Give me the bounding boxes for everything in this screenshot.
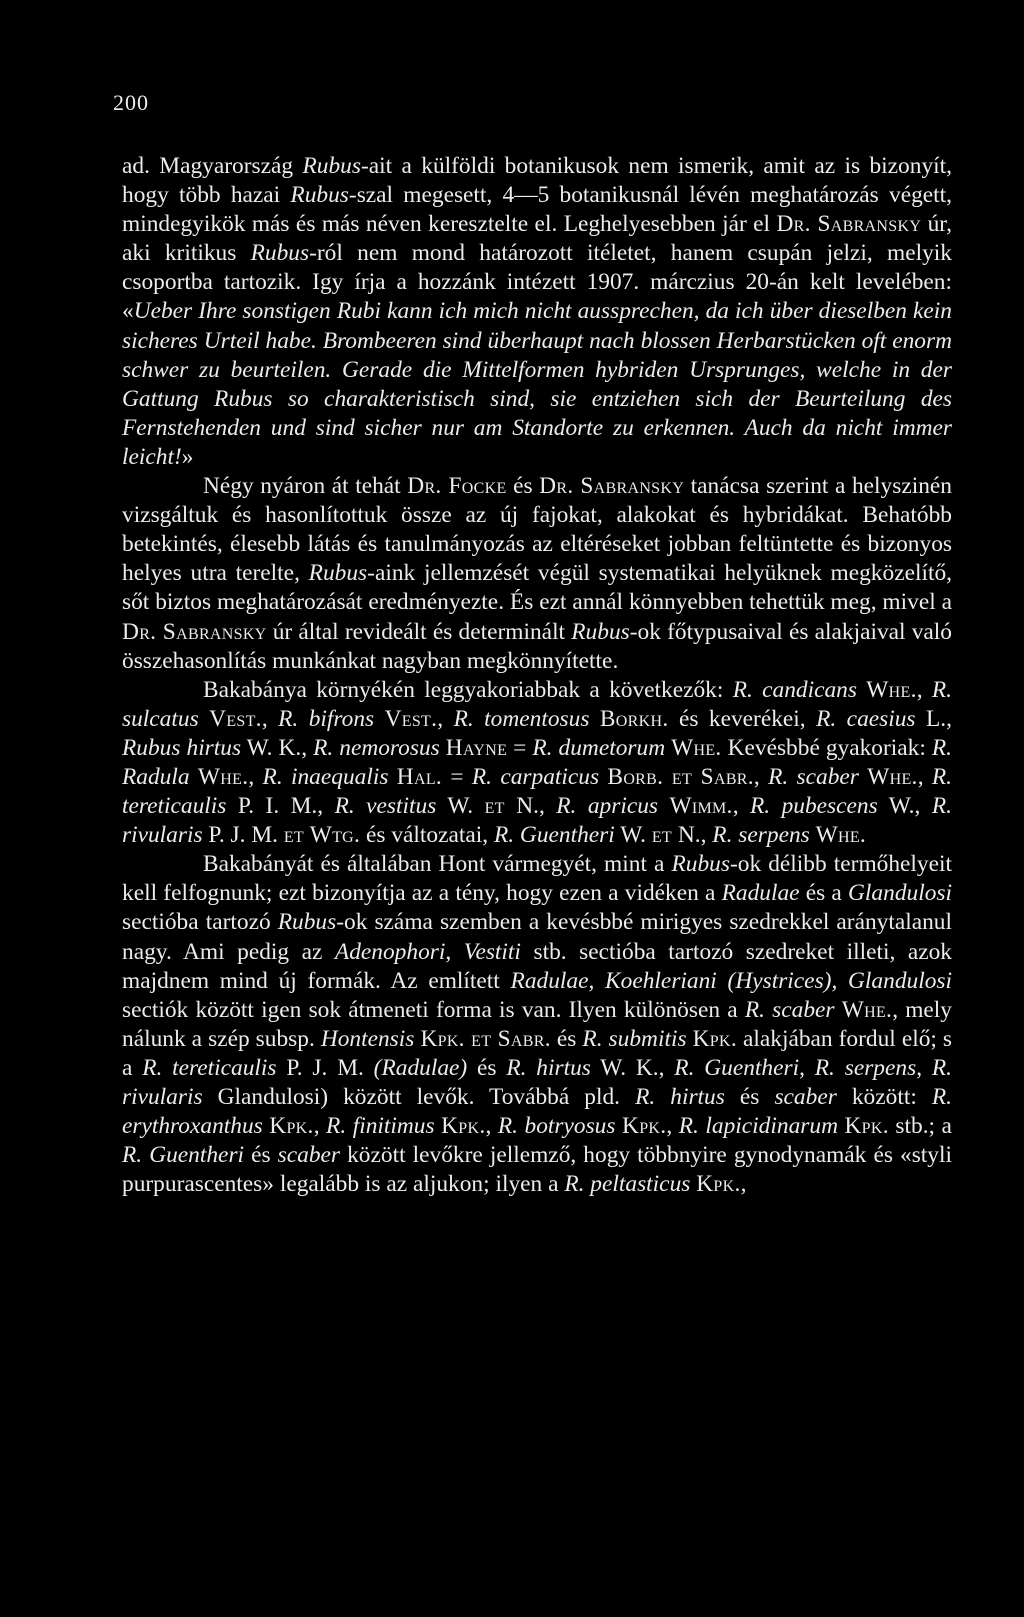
body-text: [122, 152, 952, 1199]
paragraph: Bakabányát és általában Hont vármegyét, mint a Rubus-ok délibb termőhelyeit kell felfognunk; ezt bizonyítja az a tény, hogy ezen a vidéken a Radulae és a Glandulosi sectióba tartozó Rubus-ok száma szemben a kevésbbé mirigyes szedrekkel aránytalanul nagy. Ami pedig az Adenophori, Vestiti stb. sectióba tartozó szedreket illeti, azok majdnem mind új formák. Az említett Radulae, Koehleriani (Hystrices), Glandulosi sectiók között igen sok átmeneti forma is van. Ilyen különösen a R. scaber Whe., mely nálunk a szép subsp. Hontensis Kpk. et Sabr. és R. submitis Kpk. alakjában fordul elő; s a R. tereticaulis P. J. M. (Radulae) és R. hirtus W. K., R. Guentheri, R. serpens, R. rivularis Glandulosi) között levők. Továbbá pld. R. hirtus és scaber között: R. erythroxanthus Kpk., R. finitimus Kpk., R. botryosus Kpk., R. lapicidinarum Kpk. stb.; a R. Guentheri és scaber között levőkre jellemző, hogy többnyire gynodynamák és «styli purpurascentes» legalább is az aljukon; ilyen a R. peltasticus Kpk.,: [122, 851, 953, 1198]
paragraph: ad. Magyarország Rubus-ait a külföldi botanikusok nem ismerik, amit az is bizonyít, hogy több hazai Rubus-szal megesett, 4—5 botanikusnál lévén meghatározás végett, mindegyikök más és más néven keresztelte el. Leghelyesebben jár el Dr. Sabransky úr, aki kritikus Rubus-ról nem mond határozott itéletet, hanem csupán jelzi, melyik csoportba tartozik. Igy írja a hozzánk intézett 1907. márczius 20-án kelt levelében: «Ueber Ihre sonstigen Rubi kann ich mich nicht aussprechen, da ich über dieselben kein sicheres Urteil habe. Brombeeren sind überhaupt nach blossen Herbarstücken oft enorm schwer zu beurteilen. Gerade die Mittelformen hybriden Ursprunges, welche in der Gattung Rubus so charakteristisch sind, sie entziehen sich der Beurteilung des Fernstehenden und sind sicher nur am Standorte zu erkennen. Auch da nicht immer leicht!»: [122, 153, 953, 470]
paragraph: Bakabánya környékén leggyakoriabbak a következők: R. candicans Whe., R. sulcatus Vest., R. bifrons Vest., R. tomentosus Borkh. és keverékei, R. caesius L., Rubus hirtus W. K., R. nemorosus Hayne = R. dumetorum Whe. Kevésbbé gyakoriak: R. Radula Whe., R. inaequalis Hal. = R. carpaticus Borb. et Sabr., R. scaber Whe., R. tereticaulis P. I. M., R. vestitus W. et N., R. apricus Wimm., R. pubescens W., R. rivularis P. J. M. et Wtg. és változatai, R. Guentheri W. et N., R. serpens Whe.: [122, 676, 953, 849]
page-number: 200: [113, 90, 149, 115]
paragraph: Négy nyáron át tehát Dr. Focke és Dr. Sabransky tanácsa szerint a helyszinén vizsgáltuk és hasonlítottuk össze az új fajokat, alakokat és hybridákat. Behatóbb betekintés, élesebb látás és tanulmányozás az eltéréseket jobban feltüntette és bizonyos helyes utra terelte, Rubus-aink jellemzését végül systematikai helyüknek megközelítő, sőt biztos meghatározását eredményezte. És ezt annál könnyebben tehettük meg, mivel a Dr. Sabransky úr által revideált és determinált Rubus-ok főtypusaival és alakjaival való összehasonlítás munkánkat nagyban megkönnyítette.: [122, 473, 952, 674]
